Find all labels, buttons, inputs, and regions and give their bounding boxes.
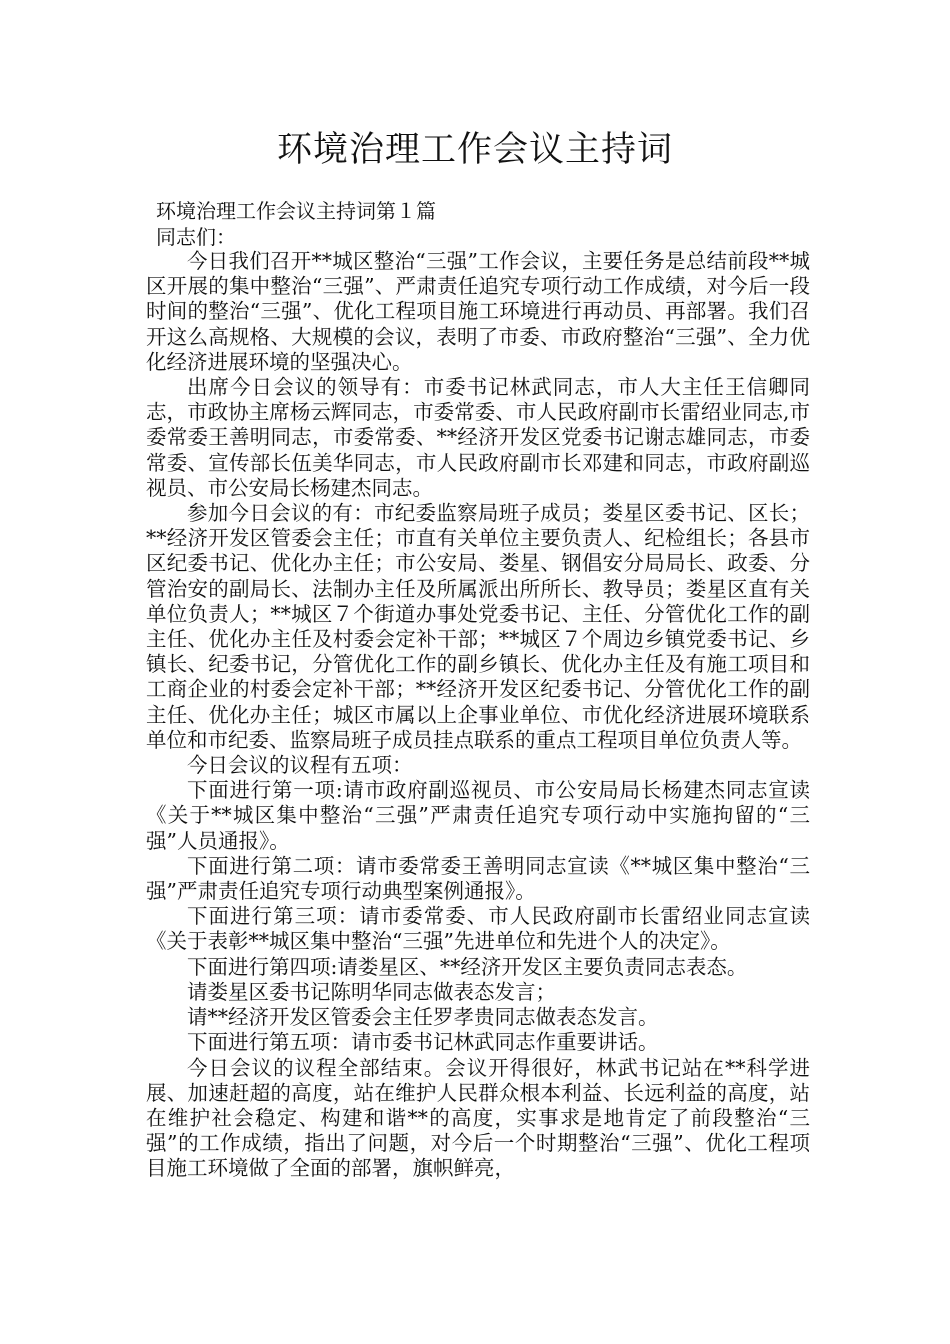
greeting-line: 同志们： — [156, 225, 236, 249]
paragraph: 下面进行第三项：请市委常委、市人民政府副市长雷绍业同志宣读《关于表彰**城区集中整治“三强”先进单位和先进个人的决定》。 — [146, 904, 810, 954]
paragraph: 今日会议的议程全部结束。会议开得很好，林武书记站在**科学进展、加速赶超的高度，站在维护人民群众根本利益、长远利益的高度，站在维护社会稳定、构建和谐**的高度，实事求是地肯定了前段整治“三强”的工作成绩，指出了问题，对今后一个时期整治“三强”、优化工程项目施工环境做了全面的部署，旗帜鲜亮， — [146, 1055, 810, 1181]
paragraph: 参加今日会议的有：市纪委监察局班子成员；娄星区委书记、区长；**经济开发区管委会主任；市直有关单位主要负责人、纪检组长；各县市区纪委书记、优化办主任；市公安局、娄星、钢倡安分局局长、政委、分管治安的副局长、法制办主任及所属派出所所长、教导员；娄星区直有关单位负责人；**城区７个街道办事处党委书记、主任、分管优化工作的副主任、优化办主任及村委会定补干部；**城区７个周边乡镇党委书记、乡镇长、纪委书记，分管优化工作的副乡镇长、优化办主任及有施工项目和工商企业的村委会定补干部；**经济开发区纪委书记、分管优化工作的副主任、优化办主任；城区市属以上企事业单位、市优化经济进展环境联系单位和市纪委、监察局班子成员挂点联系的重点工程项目单位负责人等。 — [146, 501, 810, 752]
document-title: 环境治理工作会议主持词 — [276, 130, 673, 170]
paragraph: 今日我们召开**城区整治“三强”工作会议，主要任务是总结前段**城区开展的集中整治“三强”、严肃责任追究专项行动工作成绩，对今后一段时间的整治“三强”、优化工程项目施工环境进行再动员、再部署。我们召开这么高规格、大规模的会议，表明了市委、市政府整治“三强”、全力优化经济进展环境的坚强决心。 — [146, 249, 810, 374]
document-subtitle: 环境治理工作会议主持词第１篇 — [156, 199, 436, 223]
paragraph: 出席今日会议的领导有：市委书记林武同志，市人大主任王信卿同志，市政协主席杨云辉同志，市委常委、市人民政府副市长雷绍业同志,市委常委王善明同志，市委常委、**经济开发区党委书记谢志雄同志，市委常委、宣传部长伍美华同志，市人民政府副市长邓建和同志，市政府副巡视员、市公安局长杨建杰同志。 — [146, 375, 810, 500]
paragraph: 下面进行第一项:请市政府副巡视员、市公安局局长杨建杰同志宣读《关于**城区集中整治“三强”严肃责任追究专项行动中实施拘留的“三强”人员通报》。 — [146, 778, 810, 853]
paragraph: 请**经济开发区管委会主任罗孝贵同志做表态发言。 — [187, 1005, 659, 1030]
document-body — [146, 249, 810, 1182]
paragraph: 下面进行第二项：请市委常委王善明同志宣读《**城区集中整治“三强”严肃责任追究专项行动典型案例通报》。 — [146, 853, 810, 904]
paragraph: 下面进行第五项：请市委书记林武同志作重要讲话。 — [187, 1030, 659, 1055]
paragraph: 请娄星区委书记陈明华同志做表态发言； — [187, 979, 556, 1004]
paragraph: 今日会议的议程有五项： — [187, 753, 413, 778]
paragraph: 下面进行第四项:请娄星区、**经济开发区主要负责同志表态。 — [187, 954, 748, 979]
